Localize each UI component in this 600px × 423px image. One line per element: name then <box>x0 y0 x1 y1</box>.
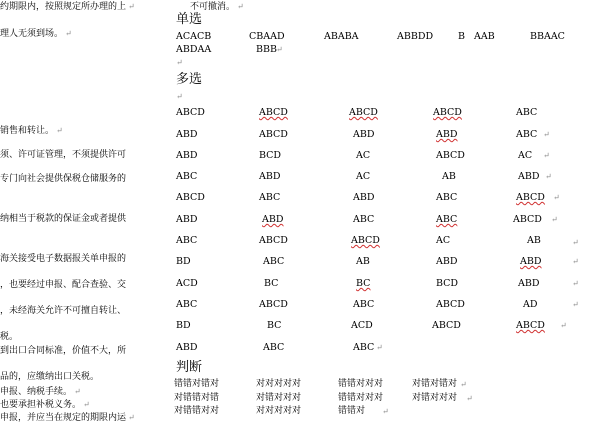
answer-cell: ABD <box>176 214 198 225</box>
answer-cell: ACD <box>351 320 373 331</box>
answer-cell: BC <box>264 278 279 289</box>
paragraph-mark-icon: ↵ <box>466 394 473 403</box>
answer-cell: ABC <box>353 299 375 310</box>
answer-cell: 对错错对错 <box>174 393 220 403</box>
paragraph-mark-icon: ↵ <box>237 2 244 11</box>
answer-cell: ABD <box>259 171 281 182</box>
answer-cell: ABC <box>176 299 198 310</box>
judge-answer-row <box>0 406 600 418</box>
paragraph-mark-icon: ↵ <box>553 193 560 202</box>
paragraph-mark-icon: ↵ <box>128 2 135 11</box>
answer-cell: 错错对对对 <box>338 393 384 403</box>
single-answer-line <box>0 43 600 57</box>
answer-cell: ABD <box>262 214 284 225</box>
answer-cell: ABCD <box>433 107 462 118</box>
answer-cell: ABCD <box>516 192 545 203</box>
multi-answer-row <box>0 149 600 163</box>
answer-cell: ABC <box>263 256 285 267</box>
answer-cell: ABABA <box>324 31 359 42</box>
answer-cell: BD <box>176 320 191 331</box>
answer-cell: ABD <box>436 256 458 267</box>
answer-cell: ABD <box>436 129 458 140</box>
answer-cell: AAB <box>474 31 495 42</box>
paragraph-mark-icon: ↵ <box>572 279 579 288</box>
answer-cell: ABC <box>176 235 198 246</box>
multi-answer-row <box>0 298 600 312</box>
answer-cell: ABCD <box>516 320 545 331</box>
answer-cell: ABD <box>176 342 198 353</box>
answer-cell: ABCD <box>351 235 380 246</box>
answer-cell: ABCD <box>259 235 288 246</box>
answer-cell: ABD <box>518 278 540 289</box>
judge-answer-row <box>0 379 600 391</box>
left-line: 约期限内，按照规定所办理的上 ↵ <box>0 2 135 12</box>
answer-cell: AD <box>523 299 538 310</box>
answer-cell: BBB <box>256 44 277 55</box>
answer-cell: 错错对对对 <box>338 379 384 389</box>
answer-cell: ABC <box>436 192 458 203</box>
answer-cell: ABCD <box>259 129 288 140</box>
answer-cell: AC <box>518 150 533 161</box>
answer-cell: CBAAD <box>249 31 285 42</box>
answer-cell: BC <box>267 320 282 331</box>
answer-cell: AB <box>356 256 370 267</box>
paragraph-mark-icon: ↵ <box>572 238 579 247</box>
answer-cell: 对错对错对 <box>412 379 458 389</box>
answer-cell: ABC <box>353 214 375 225</box>
single-choice-heading: 单选 <box>176 12 203 27</box>
paragraph-mark-icon: ↵ <box>176 92 183 101</box>
answer-cell: AC <box>356 171 371 182</box>
answer-cell: ABCD <box>349 107 378 118</box>
paragraph-mark-icon: ↵ <box>74 387 81 396</box>
left-column-text <box>0 0 168 423</box>
left-line: 纳相当于税款的保证金或者提供 <box>0 214 127 224</box>
answer-cell: 对错对对对 <box>256 393 302 403</box>
answer-cell: AB <box>527 235 541 246</box>
paragraph-mark-icon: ↵ <box>382 407 389 416</box>
answer-cell: 对对对对对 <box>256 406 302 416</box>
multi-answer-row <box>0 170 600 184</box>
answer-cell: 错错对错对 <box>174 379 220 389</box>
paragraph-mark-icon: ↵ <box>545 172 552 181</box>
top-note: 不可撤消。 ↵ <box>190 2 244 12</box>
answer-cell: 对错错对对 <box>174 406 220 416</box>
paragraph-mark-icon: ↵ <box>460 380 467 389</box>
answer-cell: 对错对对对 <box>412 393 458 403</box>
answer-cell: BC <box>356 278 371 289</box>
multi-answer-row <box>0 319 600 333</box>
answer-cell: ABD <box>176 150 198 161</box>
multi-answer-row <box>0 255 600 269</box>
paragraph-mark-icon: ↵ <box>176 58 183 67</box>
paragraph-mark-icon: ↵ <box>276 45 283 54</box>
answer-cell: ABBDD <box>397 31 434 42</box>
answer-cell: ABCD <box>259 299 288 310</box>
answer-cell: ABC <box>259 192 281 203</box>
left-line: 申报，并应当在规定的期限内运 ↵ <box>0 413 135 423</box>
answer-cell: ABCD <box>432 320 461 331</box>
answer-cell: AC <box>436 235 451 246</box>
left-line: 到出口合同标准，价值不大，所 <box>0 346 127 356</box>
multiple-choice-heading: 多选 <box>176 72 203 87</box>
single-answer-line <box>0 30 600 44</box>
multi-answer-row <box>0 191 600 205</box>
answer-cell: BCD <box>259 150 282 161</box>
answer-cell: ACD <box>176 278 198 289</box>
answer-cell: BBAAC <box>530 31 565 42</box>
answer-cell: ABD <box>518 171 540 182</box>
answer-cell: ABCD <box>436 150 465 161</box>
answer-cell: ABD <box>353 192 375 203</box>
left-line: ，也要经过申报、配合查验、交 <box>0 280 127 290</box>
paragraph-mark-icon: ↵ <box>560 321 567 330</box>
multi-answer-row <box>0 128 600 142</box>
answer-cell: ABC <box>516 107 538 118</box>
answer-cell: B <box>458 31 465 42</box>
left-line: 税。 <box>0 332 19 342</box>
paragraph-mark-icon: ↵ <box>65 29 72 38</box>
answer-cell: AC <box>356 150 371 161</box>
left-line: 销售和转让。 ↵ <box>0 126 63 136</box>
answer-cell: ABC <box>263 342 285 353</box>
paragraph-mark-icon: ↵ <box>56 126 63 135</box>
left-line: ，未经海关允许不可擅自转让、 <box>0 306 127 316</box>
left-line: 海关接受电子数据报关单申报的 <box>0 254 127 264</box>
answer-cell: ABDAA <box>176 44 212 55</box>
answer-cell: ABD <box>520 256 542 267</box>
answer-cell: ABC <box>353 342 375 353</box>
multi-answer-row <box>0 213 600 227</box>
answer-cell: 错错对 <box>338 406 366 416</box>
paragraph-mark-icon: ↵ <box>551 215 558 224</box>
answer-cell: ABCD <box>513 214 542 225</box>
paragraph-mark-icon: ↵ <box>376 343 383 352</box>
answer-cell: ABC <box>436 214 458 225</box>
left-line: 须、许可证管理，不须提供许可 <box>0 150 127 160</box>
answer-cell: ABCD <box>436 299 465 310</box>
left-line: 专门向社会提供保税仓储服务的 <box>0 174 127 184</box>
multi-answer-row <box>0 277 600 291</box>
answer-cell: ABCD <box>259 107 288 118</box>
paragraph-mark-icon: ↵ <box>543 151 550 160</box>
multi-answer-row <box>0 106 600 120</box>
paragraph-mark-icon: ↵ <box>572 257 579 266</box>
left-line: 品的，应缴纳出口关税。 <box>0 372 100 382</box>
answer-cell: ABC <box>176 171 198 182</box>
multi-answer-row <box>0 341 600 355</box>
paragraph-mark-icon: ↵ <box>128 413 135 422</box>
answer-cell: ACACB <box>176 31 212 42</box>
answer-cell: ABCD <box>176 107 205 118</box>
paragraph-mark-icon: ↵ <box>572 300 579 309</box>
answer-cell: BD <box>176 256 191 267</box>
answer-cell: ABCD <box>176 192 205 203</box>
answer-cell: ABC <box>516 129 538 140</box>
answer-cell: 对对对对对 <box>256 379 302 389</box>
left-line: 理人无须到场。 ↵ <box>0 29 72 39</box>
paragraph-mark-icon: ↵ <box>543 130 550 139</box>
left-line: 也要承担补税义务。 ↵ <box>0 400 90 410</box>
answer-cell: ABD <box>176 129 198 140</box>
answer-cell: AB <box>442 171 456 182</box>
left-line: 申报、纳税手续。 ↵ <box>0 387 81 397</box>
multi-answer-row <box>0 234 600 248</box>
answer-cell: BCD <box>436 278 459 289</box>
true-false-heading: 判断 <box>176 360 203 375</box>
paragraph-mark-icon: ↵ <box>83 400 90 409</box>
answer-cell: ABD <box>353 129 375 140</box>
judge-answer-row <box>0 393 600 405</box>
